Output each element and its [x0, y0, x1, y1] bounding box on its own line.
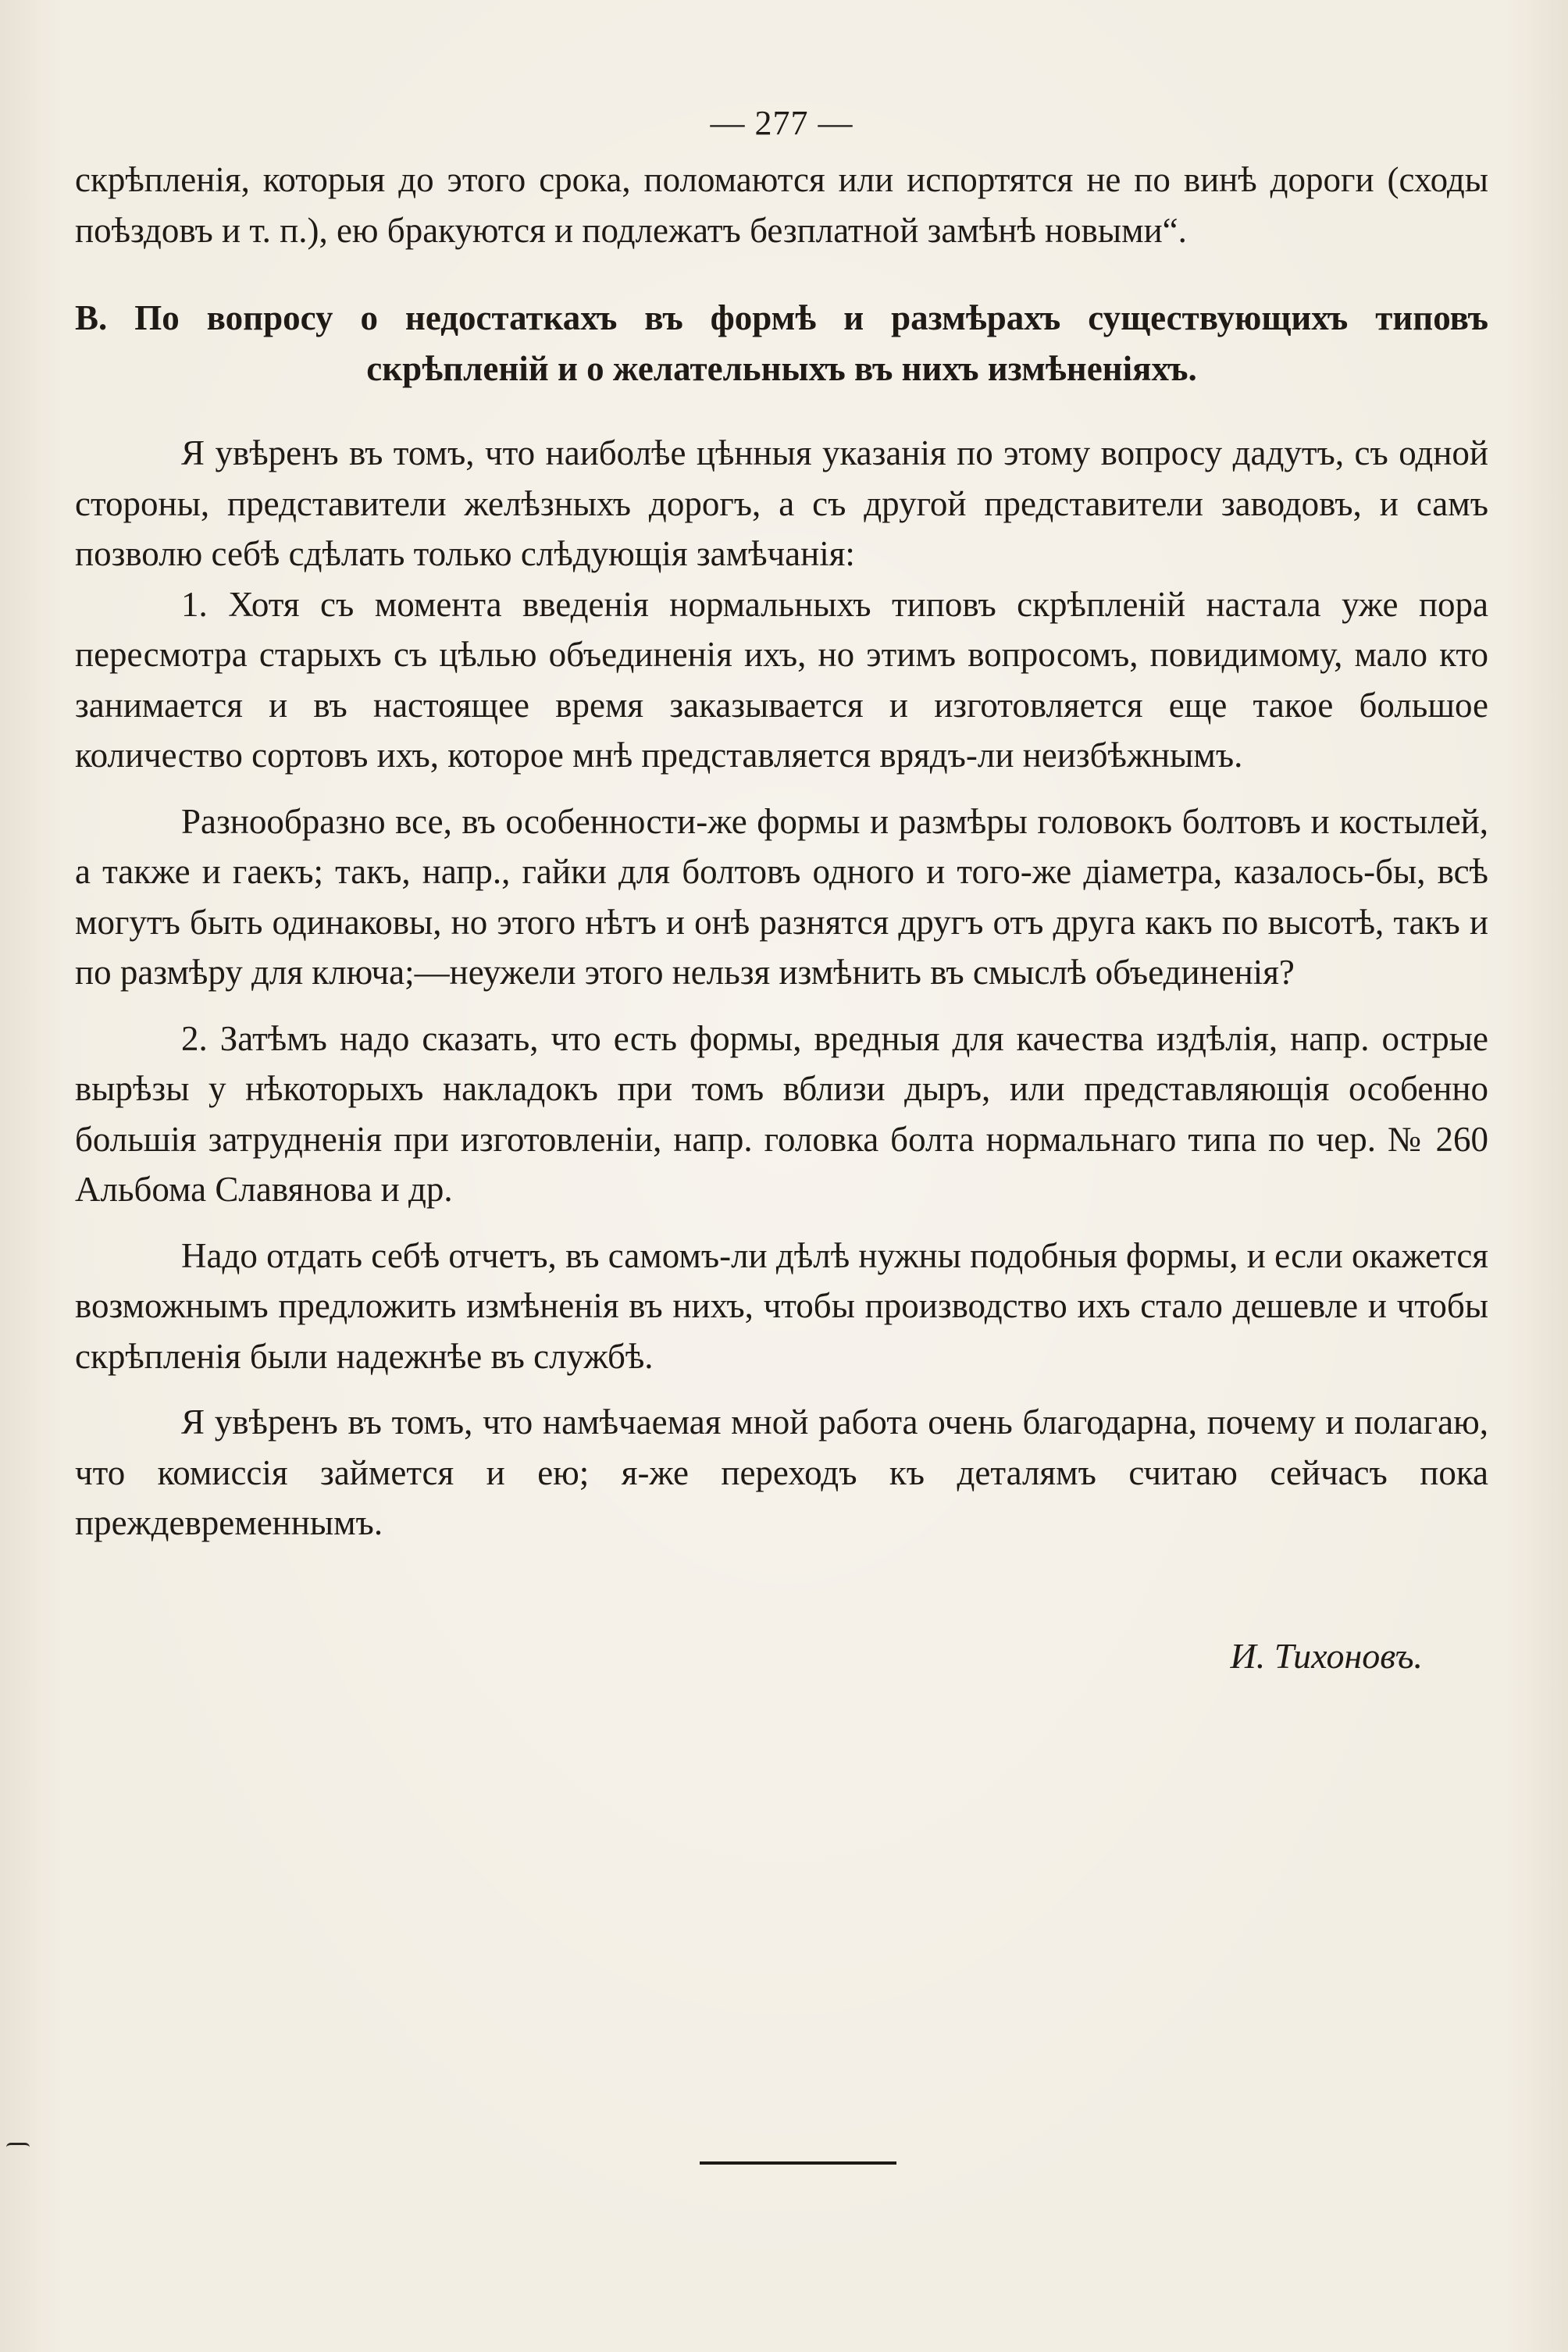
closing-rule [700, 2161, 896, 2165]
paragraph-report: Надо отдать себѣ отчетъ, въ самомъ-ли дѣлѣ нужны подобныя формы, и если окажется возможнымъ предложить измѣненія въ нихъ, чтобы производство ихъ стало дешевле и чтобы скрѣпленія были надежнѣе въ службѣ. [75, 1235, 1488, 1376]
section-heading: В. По вопросу о недостаткахъ въ формѣ и размѣрахъ существующихъ типовъ скрѣпленій и о желательныхъ въ нихъ измѣненіяхъ. [75, 298, 1488, 388]
paragraph-point-2: 2. Затѣмъ надо сказать, что есть формы, вредныя для качества издѣлія, напр. острые вырѣзы у нѣкоторыхъ накладокъ при томъ вблизи дыръ, или представляющія особенно большія затрудненія при изготовленіи, напр. головка болта нормальнаго типа по чер. № 260 Альбома Славянова и др. [75, 1018, 1488, 1209]
paragraph-gap [75, 998, 1488, 1014]
page-number: — 277 — [710, 104, 853, 142]
paragraph-gap [75, 1215, 1488, 1231]
text-body [75, 94, 1488, 1681]
signature: И. Тихоновъ. [1230, 1635, 1423, 1676]
paragraph-gap [75, 781, 1488, 796]
margin-mark [6, 2143, 30, 2153]
paragraph-point-1: 1. Хотя съ момента введенія нормальныхъ типовъ скрѣпленій настала уже пора пересмотра старыхъ съ цѣлью объединенія ихъ, но этимъ вопросомъ, повидимому, мало кто занимается и въ настоящее время заказывается и изготовляется еще такое большое количество сортовъ ихъ, которое мнѣ представляется врядъ-ли неизбѣжнымъ. [75, 584, 1488, 775]
paragraph-conclusion: Я увѣренъ въ томъ, что намѣчаемая мной работа очень благодарна, почему и полагаю, что комиссія займется и ею; я-же переходъ къ деталямъ считаю сейчасъ пока преждевременнымъ. [75, 1402, 1488, 1542]
paragraph-gap [75, 1381, 1488, 1397]
paragraph-intro: Я увѣренъ въ томъ, что наиболѣе цѣнныя указанія по этому вопросу дадутъ, съ одной стороны, представители желѣзныхъ дорогъ, а съ другой представители заводовъ, и самъ позволю себѣ сдѣлать только слѣдующія замѣчанія: [75, 433, 1488, 573]
paragraph-variety: Разнообразно все, въ особенности-же формы и размѣры головокъ болтовъ и костылей, а также и гаекъ; такъ, напр., гайки для болтовъ одного и того-же діаметра, казалось-бы, всѣ могутъ быть одинаковы, но этого нѣтъ и онѣ разнятся другъ отъ друга какъ по высотѣ, такъ и по размѣру для ключа;—неужели этого нельзя измѣнить въ смыслѣ объединенія? [75, 801, 1488, 992]
opening-paragraph: скрѣпленія, которыя до этого срока, поломаются или испортятся не по винѣ дороги (сходы поѣздовъ и т. п.), ею бракуются и подлежатъ безплатной замѣнѣ новыми“. [75, 160, 1488, 250]
